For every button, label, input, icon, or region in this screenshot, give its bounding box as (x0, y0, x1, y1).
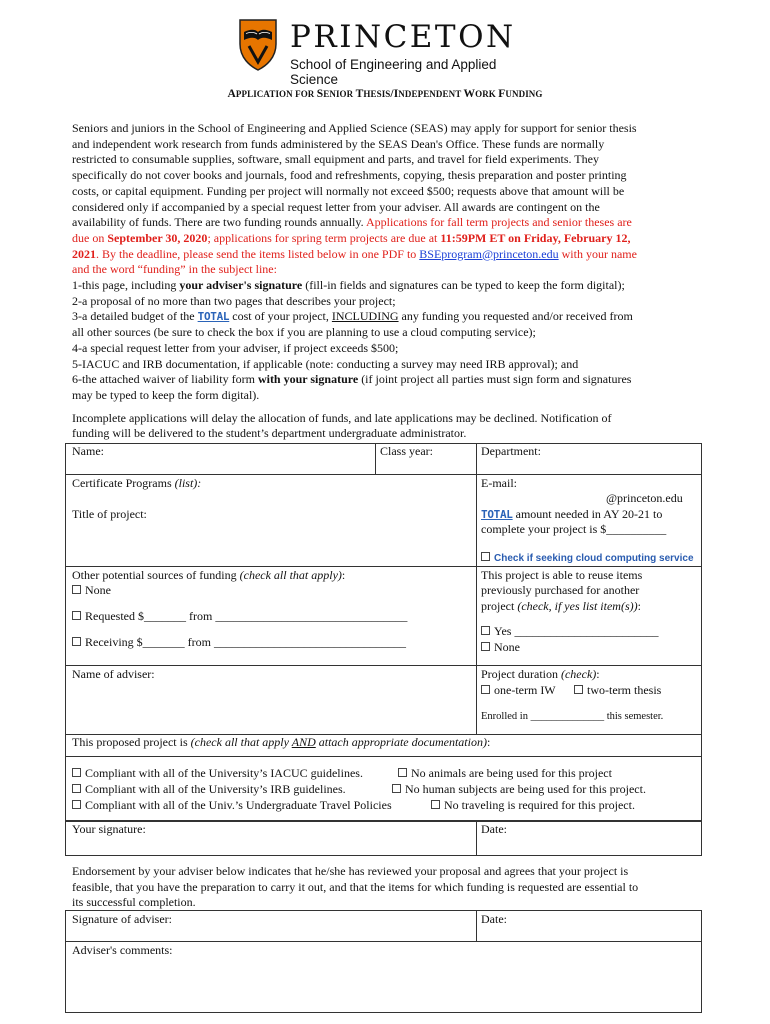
adviser-signature-label: Signature of adviser: (72, 912, 172, 926)
checkbox-icon[interactable] (72, 611, 81, 620)
no-humans-checkbox[interactable]: No human subjects are being used for this project. (392, 782, 646, 798)
irb-checkbox[interactable]: Compliant with all of the University’s IRB guidelines. (72, 782, 346, 798)
item-6: 6-the attached waiver of liability form with your signature (if joint project all parties must sign form and signatures (72, 372, 632, 387)
item-3-cont: all other sources (be sure to check the box if you are planning to use a cloud computing service); (72, 325, 536, 340)
item-4: 4-a special request letter from your adviser, if project exceeds $500; (72, 340, 399, 355)
checkbox-icon[interactable] (72, 800, 81, 809)
checkbox-icon[interactable] (72, 637, 81, 646)
checkbox-icon[interactable] (398, 768, 407, 777)
princeton-logo (238, 18, 538, 87)
reuse-line: This project is able to reuse items (481, 568, 643, 582)
email-label: E-mail: (481, 476, 517, 490)
one-term-checkbox[interactable]: one-term IW (481, 683, 556, 699)
cloud-checkbox[interactable]: Check if seeking cloud computing service (481, 550, 694, 567)
adviser-date-label: Date: (481, 912, 507, 926)
intro-line: specifically do not cover books and journals, food and refreshments, copying, thesis preparation and poster printing (72, 168, 627, 183)
university-name: PRINCETON (290, 19, 516, 55)
name-field[interactable] (115, 444, 370, 472)
other-sources-label: Other potential sources of funding (check all that apply): (72, 568, 346, 582)
receiving-checkbox[interactable]: Receiving $_______ from ________________________________ (72, 635, 406, 651)
duration-label: Project duration (check): (481, 667, 600, 681)
requested-checkbox[interactable]: Requested $_______ from ________________________________ (72, 609, 407, 625)
two-term-checkbox[interactable]: two-term thesis (574, 683, 661, 699)
reuse-yes-checkbox[interactable]: Yes ________________________ (481, 624, 658, 640)
no-animals-checkbox[interactable]: No animals are being used for this project (398, 766, 612, 782)
class-year-label: Class year: (380, 444, 433, 458)
email-link[interactable]: BSEprogram@princeton.edu (419, 246, 559, 261)
checkbox-icon[interactable] (481, 626, 490, 635)
your-signature-field[interactable] (160, 822, 470, 850)
intro-paragraph (72, 121, 712, 442)
spring-deadline: 11:59PM ET on Friday, February 12, (440, 230, 631, 245)
your-signature-label: Your signature: (72, 822, 146, 836)
reuse-none-checkbox[interactable]: None (481, 640, 520, 656)
checkbox-icon[interactable] (574, 685, 583, 694)
name-label: Name: (72, 444, 104, 458)
endorsement-line: Endorsement by your adviser below indicates that he/she has reviewed your proposal and agrees that your project is (72, 864, 629, 878)
form-title: APPLICATION FOR SENIOR THESIS/INDEPENDENT WORK FUNDING (227, 88, 543, 100)
princeton-shield-icon (238, 18, 278, 72)
deadline-line: and the word “funding” in the subject line: (72, 262, 277, 277)
item-5: 5-IACUC and IRB documentation, if applicable (note: conducting a survey may need IRB approval); and (72, 356, 579, 371)
department-label: Department: (481, 444, 541, 458)
intro-line: availability of funds. There are two funding rounds annually. Applications for fall term projects and senior theses are (72, 215, 632, 230)
fall-deadline: September 30, 2020 (107, 230, 208, 245)
email-domain: @princeton.edu (606, 491, 683, 505)
checkbox-icon[interactable] (481, 685, 490, 694)
deadline-line: 2021. By the deadline, please send the items listed below in one PDF to BSEprogram@princeton.edu with your name (72, 246, 637, 261)
checkbox-icon[interactable] (431, 800, 440, 809)
proposed-label: This proposed project is (check all that apply AND attach appropriate documentation): (72, 735, 491, 749)
deadline-line: due on September 30, 2020; applications for spring term projects are due at 11:59PM ET on Friday, February 12, (72, 230, 631, 245)
enrolled-text[interactable]: Enrolled in ______________ this semester. (481, 711, 664, 722)
adviser-comments-field[interactable] (72, 960, 692, 1005)
no-travel-checkbox[interactable]: No traveling is required for this project. (431, 798, 635, 814)
total-badge: TOTAL (197, 310, 230, 324)
checkbox-icon[interactable] (392, 784, 401, 793)
reuse-line: project (check, if yes list item(s)): (481, 599, 641, 613)
endorsement-paragraph (72, 864, 638, 911)
none-checkbox[interactable]: None (72, 583, 111, 599)
item-3: 3-a detailed budget of the TOTAL cost of your project, INCLUDING any funding you requested and/or received from (72, 309, 633, 324)
deadline-text: Applications for fall term projects and senior theses are (365, 215, 632, 230)
item-6-cont: may be typed to keep the form digital). (72, 387, 260, 402)
intro-line: Seniors and juniors in the School of Engineering and Applied Science (SEAS) may apply for support for senior thesis (72, 121, 637, 135)
endorsement-line: its successful completion. (72, 895, 196, 910)
adviser-comments-label: Adviser's comments: (72, 943, 173, 957)
adviser-name-label: Name of adviser: (72, 667, 155, 681)
intro-line: costs, or capital equipment. Funding per project will normally not exceed $500; requests above that amount will be (72, 183, 625, 198)
intro-line: considered only if accompanied by a special request letter from your adviser. All awards are contingent on the (72, 199, 600, 214)
checkbox-icon[interactable] (481, 642, 490, 651)
amount-needed: TOTAL amount needed in AY 20-21 to (481, 507, 663, 521)
notice-line: Incomplete applications will delay the allocation of funds, and late applications may be declined. Notification of (72, 410, 612, 425)
date-label: Date: (481, 822, 507, 836)
reuse-line: previously purchased for another (481, 583, 640, 597)
checkbox-icon[interactable] (72, 585, 81, 594)
intro-line: and independent work research from funds administered by the SEAS Dean's Office. These funds are normally (72, 136, 605, 151)
checkbox-icon[interactable] (72, 768, 81, 777)
amount-line[interactable]: complete your project is $__________ (481, 522, 667, 536)
endorsement-line: feasible, that you have the preparation to carry it out, and that the items for which funding is requested are essential to (72, 879, 639, 894)
intro-line: restricted to consumable supplies, software, small equipment and parts, and travel for field experiments. They (72, 152, 599, 167)
item-1: 1-this page, including your adviser's signature (fill-in fields and signatures can be typed to keep the form digital); (72, 278, 625, 293)
total-badge: TOTAL (481, 508, 513, 521)
notice-line: funding will be delivered to the student’s department undergraduate administrator. (72, 426, 467, 441)
school-name: School of Engineering and Applied Science (290, 57, 497, 87)
item-2: 2-a proposal of no more than two pages that describes your project; (72, 293, 396, 308)
title-label: Title of project: (72, 507, 147, 521)
certificate-label: Certificate Programs (list): (72, 476, 202, 490)
checkbox-icon[interactable] (72, 784, 81, 793)
iacuc-checkbox[interactable]: Compliant with all of the University’s IACUC guidelines. (72, 766, 363, 782)
travel-checkbox[interactable]: Compliant with all of the Univ.’s Undergraduate Travel Policies (72, 798, 392, 814)
checkbox-icon[interactable] (481, 552, 490, 561)
